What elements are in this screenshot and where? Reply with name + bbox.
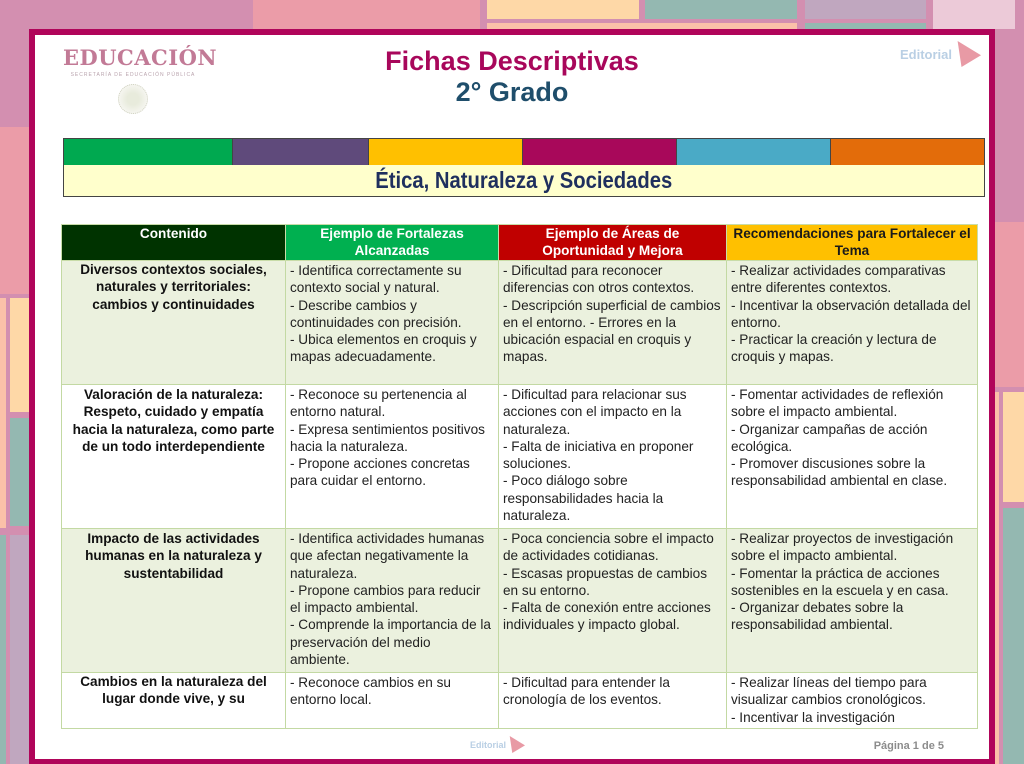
descriptive-table [61,224,978,729]
bg-tile [0,127,29,294]
header-recomendaciones: Recomendaciones para Fortalecer el Tema [727,225,978,261]
cell-line: - Reconoce cambios en su entorno local. [290,675,451,708]
md-triangle-icon [955,41,981,67]
cell-line: - Incentivar la observación detallada del entorno. [731,297,971,330]
bg-tile [1003,508,1024,764]
bg-tile [487,0,639,19]
cell-fortalezas [286,673,499,729]
bg-tile [0,535,6,764]
cell-areas [499,529,727,673]
cell-line: - Promover discusiones sobre la responsabilidad ambiental en clase. [731,456,948,489]
bg-tile [10,298,29,412]
color-swatch-yellow [369,139,523,165]
bg-tile [995,392,999,764]
cell-line: - Falta de iniciativa en proponer soluciones. [503,438,694,472]
sep-logo-subtitle: SECRETARÍA DE EDUCACIÓN PÚBLICA [70,72,196,78]
cell-areas [499,673,727,729]
cell-line: - Dificultad para relacionar sus acciones con el impacto en la naturaleza. [503,387,687,437]
cell-line: - Practicar la creación y lectura de croquis y mapas. [731,332,937,365]
cell-recomendaciones [727,385,978,529]
cell-line: - Poco diálogo sobre responsabilidades hacia la naturaleza. [503,473,664,524]
header-fortalezas: Ejemplo de Fortalezas Alcanzadas [286,225,499,261]
footer-logo-text: Editorial [470,739,507,750]
cell-line: - Ubica elementos en croquis y mapas adecuadamente. [290,332,477,365]
cell-line: - Reconoce su pertenencia al entorno natural. [290,387,467,420]
bg-tile [995,222,1024,387]
cell-line: - Organizar debates sobre la responsabilidad ambiental. [731,600,904,633]
cell-fortalezas [286,529,499,673]
bg-tile [0,0,245,29]
cell-line: - Descripción superficial de cambios en el entorno. - Errores en la ubicación espacial en croquis y mapas. [503,297,721,365]
cell-contenido: Cambios en la naturaleza del lugar donde vive, y su [62,673,286,729]
cell-line: - Realizar líneas del tiempo para visualizar cambios cronológicos. [731,675,927,708]
cell-line: - Falta de conexión entre acciones individuales y impacto global. [503,600,711,633]
cell-line: - Propone acciones concretas para cuidar el entorno. [290,456,470,489]
bg-tile [805,0,926,19]
cell-line: - Dificultad para entender la cronología de los eventos. [503,675,670,708]
cell-line: - Poca conciencia sobre el impacto de actividades cotidianas. [503,531,714,564]
cell-contenido: Valoración de la naturaleza: Respeto, cuidado y empatía hacia la naturaleza, como parte de un todo interdependiente [62,385,286,529]
cell-line: - Escasas propuestas de cambios en su entorno. [503,565,708,598]
footer-editorial-logo [470,736,525,753]
cell-line: - Identifica actividades humanas que afectan negativamente la naturaleza. [290,531,485,581]
cell-line: - Realizar proyectos de investigación sobre el impacto ambiental. [731,531,954,564]
cell-areas [499,261,727,385]
cell-line: - Identifica correctamente su contexto social y natural. [290,263,462,296]
cell-line: - Propone cambios para reducir el impacto ambiental. [290,582,481,616]
cell-areas [499,385,727,529]
table-header-row [62,225,978,261]
cell-line: - Fomentar la práctica de acciones sostenibles en la escuela y en casa. [731,565,949,598]
cell-contenido: Impacto de las actividades humanas en la naturaleza y sustentabilidad [62,529,286,673]
table-row [62,529,978,673]
color-swatch-magenta [523,139,677,165]
bg-tile [10,418,29,526]
cell-recomendaciones [727,673,978,729]
table-row [62,261,978,385]
subject-banner [63,165,985,197]
bg-tile [253,0,480,29]
cell-recomendaciones [727,529,978,673]
header-contenido: Contenido [62,225,286,261]
header-areas: Ejemplo de Áreas de Oportunidad y Mejora [499,225,727,261]
page-number: Página 1 de 5 [873,740,944,752]
bg-tile [933,0,1015,29]
cell-recomendaciones [727,261,978,385]
grade-title: 2° Grado [455,77,569,107]
cell-fortalezas [286,261,499,385]
document-page [35,35,989,759]
cell-line: - Comprende la importancia de la preservación del medio ambiente. [290,617,491,668]
color-swatch-orange [831,139,984,165]
editorial-md-logo [900,41,981,67]
cell-line: - Describe cambios y continuidades con precisión. [290,297,462,330]
cell-contenido: Diversos contextos sociales, naturales y territoriales: cambios y continuidades [62,261,286,385]
cell-line: - Expresa sentimientos positivos hacia la naturaleza. [290,421,485,454]
table-row [62,673,978,729]
color-swatch-blue [677,139,831,165]
cell-line: - Fomentar actividades de reflexión sobre el impacto ambiental. [731,387,944,420]
cell-line: - Organizar campañas de acción ecológica. [731,421,928,454]
cell-fortalezas [286,385,499,529]
color-swatch-green [64,139,233,165]
bg-tile [0,298,6,528]
page-title: Fichas Descriptivas [385,46,639,76]
bg-tile [645,0,797,19]
md-triangle-icon [508,736,525,753]
table-row [62,385,978,529]
color-swatch-purple [233,139,369,165]
sep-logo-title: EDUCACIÓN [63,45,218,70]
cell-line: - Dificultad para reconocer diferencias con otros contextos. [503,263,695,296]
color-bar [63,138,985,166]
bg-tile [1003,392,1024,502]
editorial-logo-text: Editorial [899,46,952,62]
document-title [35,46,989,108]
bg-tile [10,535,29,764]
cell-line: - Realizar actividades comparativas entre diferentes contextos. [731,263,946,296]
cell-line: - Incentivar la investigación [731,709,895,725]
subject-title: Ética, Naturaleza y Sociedades [375,167,673,193]
